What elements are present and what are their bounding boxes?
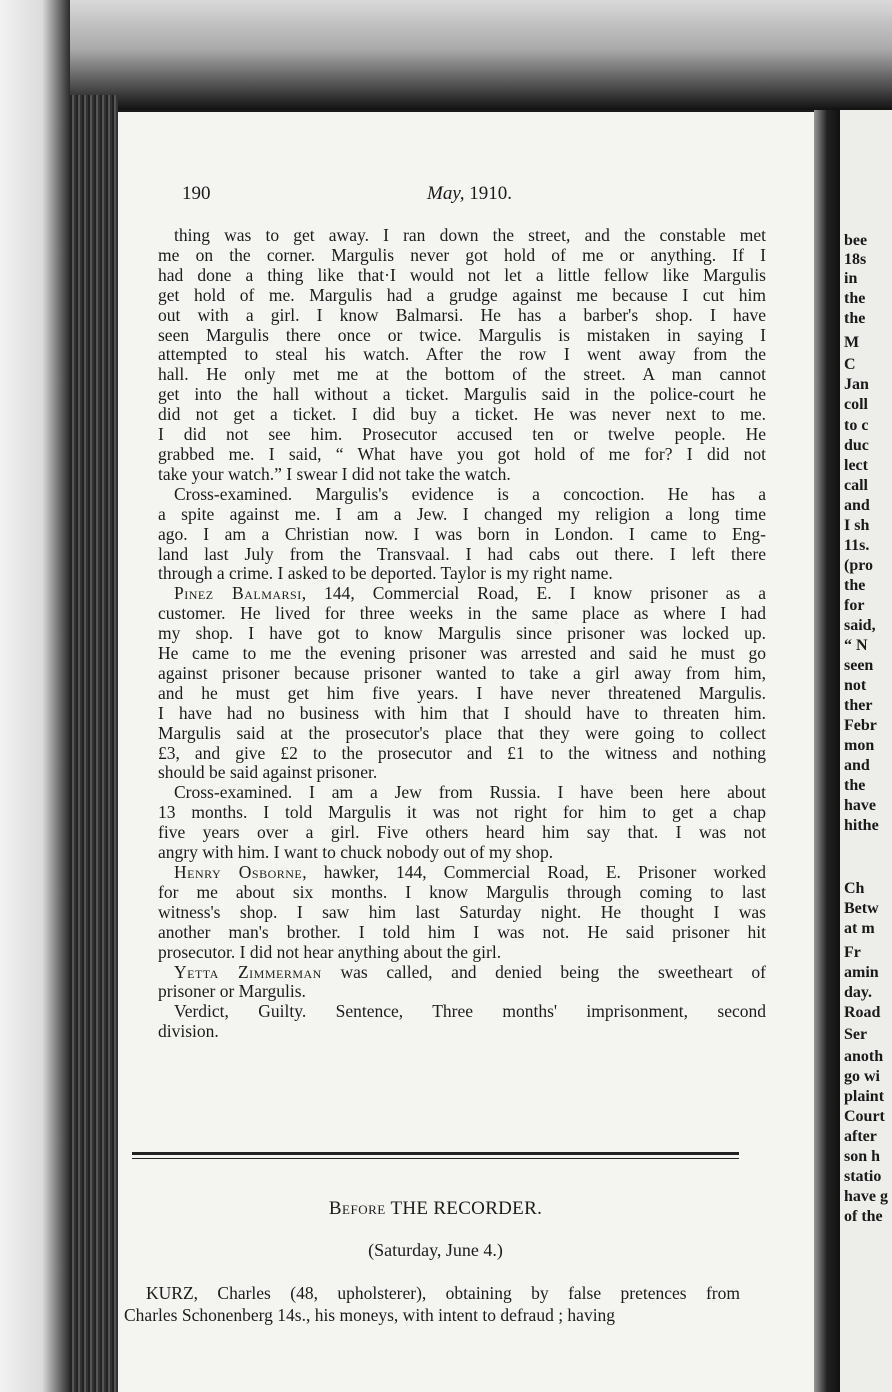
facing-page-text: 18s — [844, 251, 867, 268]
text-line: prosecutor. I did not hear anything about the girl. — [158, 941, 502, 962]
text-line: had done a thing like that·I would not let a little fellow like Margulis — [158, 264, 766, 285]
facing-page-text: seen — [844, 657, 874, 674]
text-line: get into the hall without a ticket. Margulis said in the police-court he — [158, 384, 766, 405]
text-line: for me about six months. I know Margulis through coming to last — [158, 881, 766, 902]
text-line-content: , 144, Commercial Road, E. I know prisoner as a — [301, 583, 766, 604]
text-line: through a crime. I asked to be deported. Taylor is my right name. — [158, 563, 613, 584]
facing-page-text: day. — [844, 984, 873, 1001]
witness-name: Pinez Balmarsi — [174, 583, 302, 604]
text-line — [158, 863, 766, 883]
text-line: Cross-examined. Margulis's evidence is a concoction. He has a — [174, 483, 766, 504]
court-heading-recorder: THE RECORDER. — [390, 1198, 543, 1219]
facing-page-text: son h — [844, 1148, 881, 1165]
court-heading — [132, 1198, 739, 1220]
text-line: Verdict, Guilty. Sentence, Three months' imprisonment, second — [174, 1001, 766, 1022]
text-line: a spite against me. I am a Jew. I changed my religion a long time — [158, 503, 766, 524]
text-line: witness's shop. I saw him last Saturday night. He thought I was — [158, 901, 766, 922]
text-line-content: was called, and denied being the sweetheart of — [321, 961, 767, 982]
text-line: get hold of me. Margulis had a grudge against me because I cut him — [158, 284, 766, 305]
page-header — [182, 183, 762, 207]
facing-page-text: “ N — [844, 637, 868, 654]
facing-page-text: and — [844, 757, 870, 774]
paragraph — [158, 584, 766, 783]
section-rule-thick — [132, 1152, 739, 1155]
facing-page-text: to c — [844, 417, 869, 434]
text-line: my shop. I have got to know Margulis since prisoner was locked up. — [158, 623, 766, 644]
facing-page-text: Jan — [844, 376, 869, 393]
facing-page-text: bee — [844, 232, 868, 249]
text-line: land last July from the Transvaal. I had cabs out there. I left there — [158, 543, 766, 564]
session-date: (Saturday, June 4.) — [368, 1240, 503, 1260]
paragraph — [158, 783, 766, 863]
text-line: prisoner or Margulis. — [158, 981, 306, 1002]
court-heading-before: Before — [328, 1198, 386, 1219]
paragraph — [158, 1002, 766, 1042]
facing-page-text: hithe — [844, 817, 879, 834]
facing-page-text: lect — [844, 457, 868, 474]
running-head — [427, 183, 512, 205]
facing-page-text: the — [844, 290, 866, 307]
text-line: me on the corner. Margulis never got hold of me or anything. If I — [158, 244, 766, 265]
text-line: division. — [158, 1021, 219, 1042]
text-line: He came to me the evening prisoner was arrested and said he must go — [158, 643, 766, 664]
facing-page-text: said, — [844, 617, 876, 634]
facing-page-text: of the — [844, 1208, 883, 1225]
facing-page-text: I sh — [844, 517, 870, 534]
text-line: another man's brother. I told him I was not. He said prisoner hit — [158, 921, 766, 942]
facing-page-text: coll — [844, 396, 868, 413]
scan-left-margin — [0, 0, 70, 1392]
scan-background-top — [0, 0, 892, 110]
text-line-content: , hawker, 144, Commercial Road, E. Prisoner worked — [302, 862, 766, 882]
body-text — [158, 226, 766, 1042]
facing-page-text: amin — [844, 964, 879, 981]
text-line: thing was to get away. I ran down the street, and the constable met — [174, 225, 766, 245]
text-line: and he must get him five years. I have never threatened Margulis. — [158, 682, 766, 703]
text-line: £3, and give £2 to the prosecutor and £1 to the witness and nothing — [158, 742, 766, 763]
facing-page-text: Fr — [844, 944, 861, 961]
text-line: take your watch.” I swear I did not take the watch. — [158, 463, 511, 484]
facing-page-text: Betw — [844, 900, 879, 917]
facing-page-text: Ch — [844, 880, 865, 897]
paragraph — [158, 226, 766, 485]
facing-page-text: duc — [844, 437, 869, 454]
facing-page-text: 11s. — [844, 537, 870, 554]
book-spine-edge — [70, 95, 118, 1392]
text-line: against prisoner because prisoner wanted to take a girl away from him, — [158, 662, 766, 683]
facing-page-text: the — [844, 577, 866, 594]
text-line: out with a girl. I know Balmarsi. He has a barber's shop. I have — [158, 304, 766, 325]
text-line: did not get a ticket. I did buy a ticket. He was never next to me. — [158, 404, 766, 425]
facing-page-text: the — [844, 310, 866, 327]
facing-page-text: at m — [844, 920, 875, 937]
facing-page-text: go wi — [844, 1068, 880, 1085]
text-line: I have had no business with him that I should have to threaten him. — [158, 702, 766, 723]
text-line: 13 months. I told Margulis it was not right for him to get a chap — [158, 802, 766, 823]
facing-page-text: mon — [844, 737, 875, 754]
paragraph — [158, 485, 766, 585]
text-line: customer. He lived for three weeks in the same place as where I had — [158, 603, 766, 624]
text-line: grabbed me. I said, “ What have you got hold of me for? I did not — [158, 443, 766, 464]
facing-page-text: Ser — [844, 1026, 868, 1043]
facing-page-text: statio — [844, 1168, 882, 1185]
running-head-month: May, — [427, 183, 465, 204]
facing-page-text: C — [844, 356, 856, 373]
book-gutter — [814, 110, 840, 1392]
facing-page-text: Court — [844, 1108, 885, 1125]
case-text — [124, 1282, 740, 1326]
facing-page-text: plaint — [844, 1088, 885, 1105]
text-line: I did not see him. Prosecutor accused ten or twelve people. He — [158, 424, 766, 445]
facing-page-text: Febr — [844, 717, 877, 734]
text-line: five years over a girl. Five others heard him say that. I was not — [158, 822, 766, 843]
facing-page-fragment — [840, 110, 892, 1392]
facing-page-text: the — [844, 777, 866, 794]
text-line: hall. He only met me at the bottom of the street. A man cannot — [158, 364, 766, 385]
text-line — [158, 584, 766, 604]
witness-name: Henry Osborne — [174, 862, 303, 882]
witness-name: Yetta Zimmerman — [174, 961, 322, 982]
facing-page-text: in — [844, 270, 858, 287]
facing-page-text: (pro — [844, 557, 874, 574]
facing-page-text: after — [844, 1128, 877, 1145]
case-line: Charles Schonenberg 14s., his moneys, with intent to defraud ; having — [124, 1305, 616, 1325]
paragraph — [158, 963, 766, 1003]
page-number: 190 — [182, 183, 211, 204]
text-line: ago. I am a Christian now. I was born in London. I came to Eng- — [158, 523, 766, 544]
facing-page-text: have g — [844, 1188, 888, 1205]
text-line: angry with him. I want to chuck nobody out of my shop. — [158, 842, 554, 863]
facing-page-text: and — [844, 497, 870, 514]
facing-page-text: Road — [844, 1004, 881, 1021]
facing-page-text: for — [844, 597, 865, 614]
text-line — [158, 963, 766, 983]
section-rule-thin — [132, 1158, 739, 1159]
facing-page-text: ther — [844, 697, 873, 714]
facing-page-text: M — [844, 334, 860, 351]
text-line: Margulis said at the prosecutor's place that they were going to collect — [158, 722, 766, 743]
text-line: attempted to steal his watch. After the row I went away from the — [158, 344, 766, 365]
text-line: seen Margulis there once or twice. Margulis is mistaken in saying I — [158, 324, 766, 345]
facing-page-text: not — [844, 677, 867, 694]
facing-page-text: call — [844, 477, 868, 494]
running-head-year: 1910. — [469, 183, 512, 204]
facing-page-text: anoth — [844, 1048, 884, 1065]
facing-page-text: have — [844, 797, 876, 814]
text-line: should be said against prisoner. — [158, 762, 378, 783]
paragraph — [158, 863, 766, 963]
text-line: Cross-examined. I am a Jew from Russia. I have been here about — [174, 782, 766, 803]
case-line: KURZ, Charles (48, upholsterer), obtaining by false pretences from — [146, 1283, 740, 1303]
